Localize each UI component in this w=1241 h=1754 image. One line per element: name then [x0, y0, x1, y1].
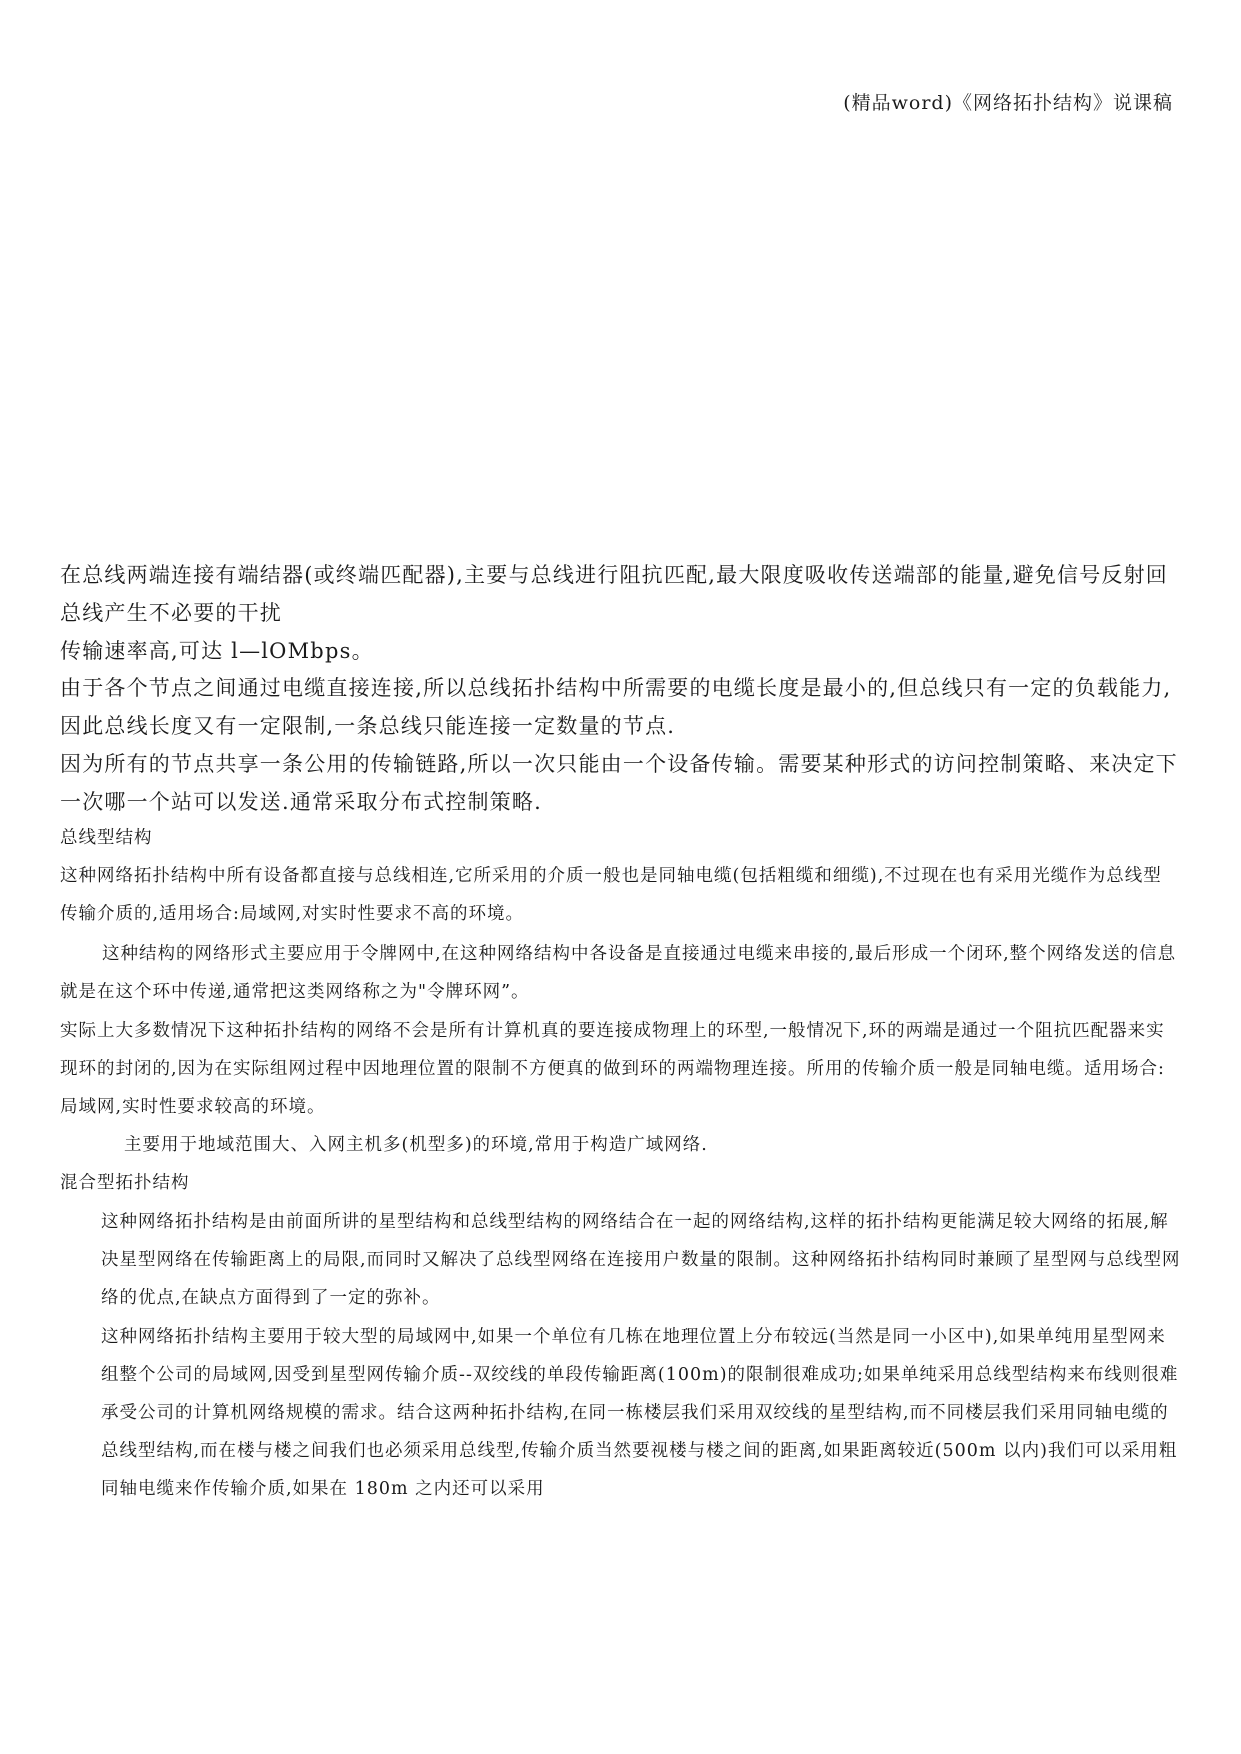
paragraph-bus-description: 这种网络拓扑结构中所有设备都直接与总线相连,它所采用的介质一般也是同轴电缆(包括粗缆和细缆),不过现在也有采用光缆作为总线型传输介质的,适用场合:局域网,对实时性要求不高的环境。 — [60, 866, 1162, 924]
heading-bus-structure: 总线型结构 — [60, 828, 153, 848]
paragraph-shared-link: 因为所有的节点共享一条公用的传输链路,所以一次只能由一个设备传输。需要某种形式的访问控制策略、来决定下一次哪一个站可以发送.通常采取分布式控制策略. — [60, 752, 1178, 814]
paragraph-ring-detail: 实际上大多数情况下这种拓扑结构的网络不会是所有计算机真的要连接成物理上的环型,一般情况下,环的两端是通过一个阻抗匹配器来实现环的封闭的,因为在实际组网过程中因地理位置的限制不方便真的做到环的两端物理连接。所用的传输介质一般是同轴电缆。适用场合:局域网,实时性要求较高的环境。 — [60, 1021, 1165, 1117]
paragraph-hybrid-description: 这种网络拓扑结构是由前面所讲的星型结构和总线型结构的网络结合在一起的网络结构,这样的拓扑结构更能满足较大网络的拓展,解决星型网络在传输距离上的局限,而同时又解决了总线型网络在连接用户数量的限制。这种网络拓扑结构同时兼顾了星型网与总线型网络的优点,在缺点方面得到了一定的弥补。 — [101, 1212, 1181, 1308]
paragraph-terminator: 在总线两端连接有端结器(或终端匹配器),主要与总线进行阻抗匹配,最大限度吸收传送端部的能量,避免信号反射回总线产生不必要的干扰 — [60, 563, 1169, 625]
paragraph-cable-length: 由于各个节点之间通过电缆直接连接,所以总线拓扑结构中所需要的电缆长度是最小的,但总线只有一定的负载能力,因此总线长度又有一定限制,一条总线只能连接一定数量的节点. — [60, 676, 1172, 738]
page-header-title: (精品word)《网络拓扑结构》说课稿 — [843, 92, 1173, 114]
paragraph-hybrid-usage: 这种网络拓扑结构主要用于较大型的局域网中,如果一个单位有几栋在地理位置上分布较远(当然是同一小区中),如果单纯用星型网来组整个公司的局域网,因受到星型网传输介质--双绞线的单段传输距离(100m)的限制很难成功;如果单纯采用总线型结构来布线则很难承受公司的计算机网络规模的需求。结合这两种拓扑结构,在同一栋楼层我们采用双绞线的星型结构,而不同楼层我们采用同轴电缆的总线型结构,而在楼与楼之间我们也必须采用总线型,传输介质当然要视楼与楼之间的距离,如果距离较近(500m 以内)我们可以采用粗同轴电缆来作传输介质,如果在 180m 之内还可以采用 — [101, 1327, 1179, 1499]
heading-hybrid-structure: 混合型拓扑结构 — [60, 1173, 190, 1193]
paragraph-wan-usage: 主要用于地域范围大、入网主机多(机型多)的环境,常用于构造广域网络. — [124, 1135, 708, 1155]
paragraph-token-ring: 这种结构的网络形式主要应用于令牌网中,在这种网络结构中各设备是直接通过电缆来串接的,最后形成一个闭环,整个网络发送的信息就是在这个环中传递,通常把这类网络称之为"令牌环网”。 — [60, 944, 1177, 1002]
paragraph-transfer-rate: 传输速率高,可达 l—lOMbps。 — [60, 639, 374, 663]
